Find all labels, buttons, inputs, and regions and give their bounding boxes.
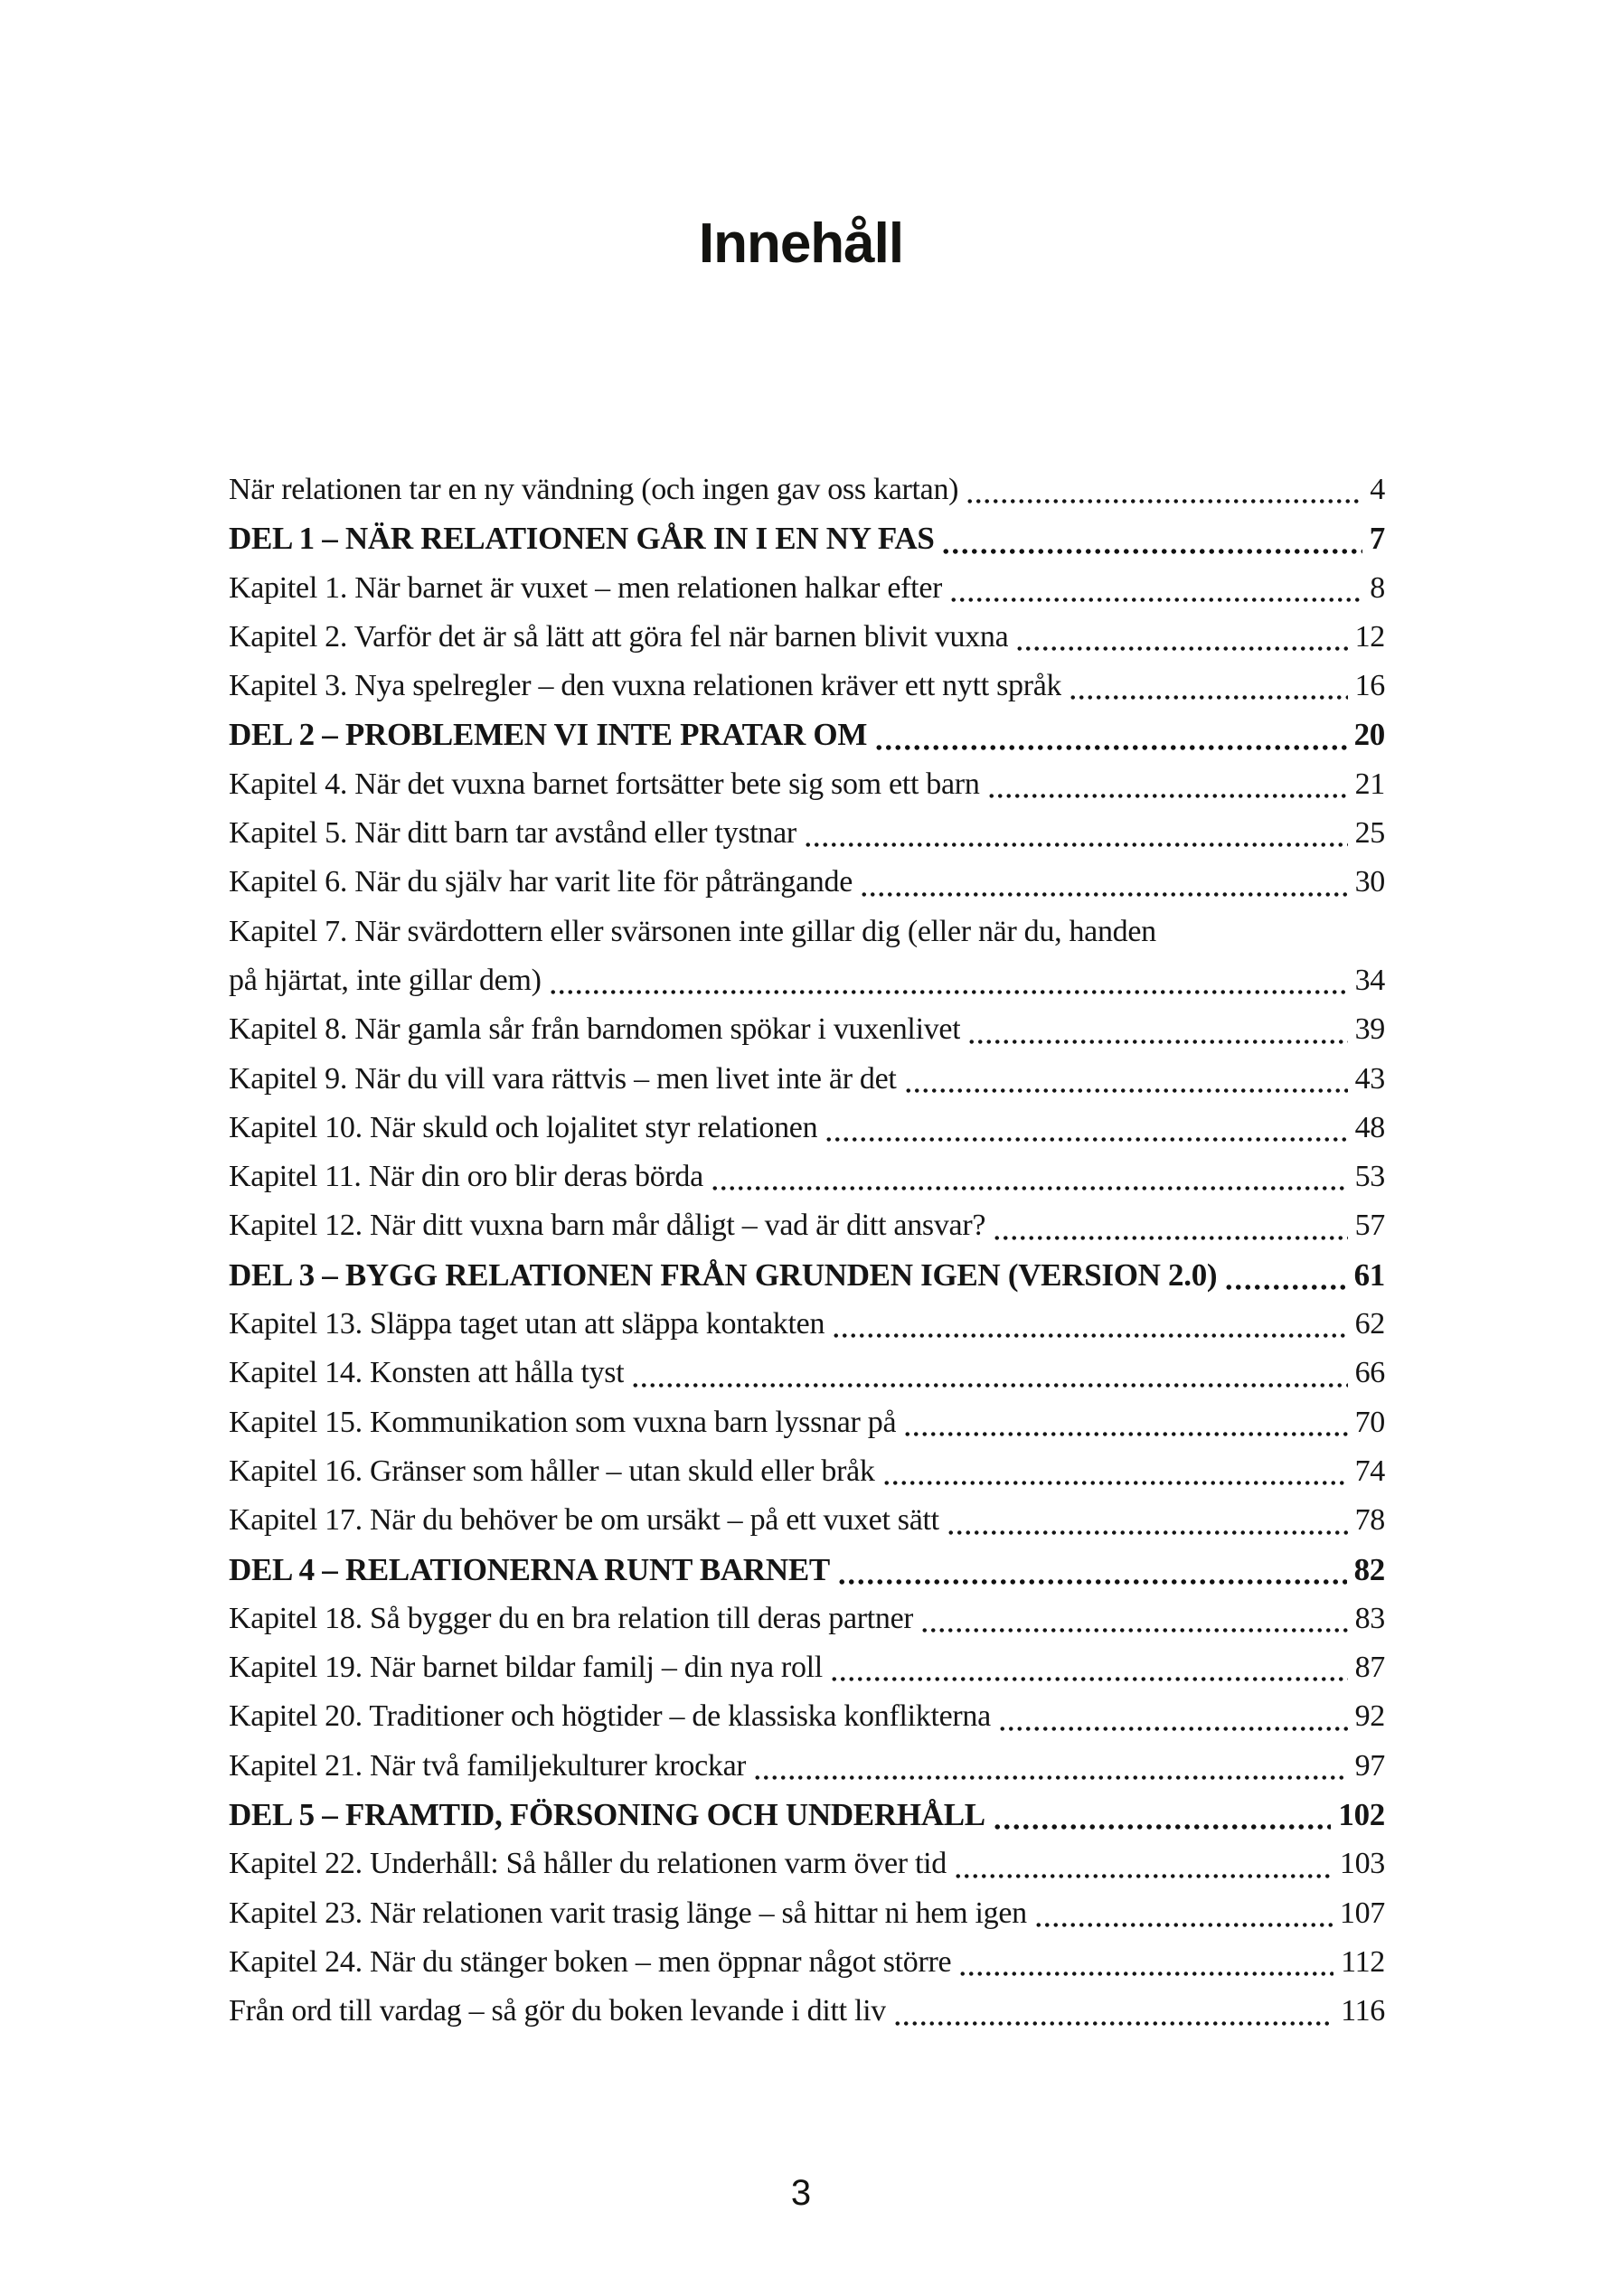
- toc-entry-page-number: 82: [1353, 1551, 1385, 1587]
- toc-entry-page-number: 116: [1341, 1994, 1385, 2028]
- toc-entry-title: Kapitel 12. När ditt vuxna barn mår dåligt – vad är ditt ansvar?: [229, 1209, 986, 1243]
- toc-entry: [229, 1938, 1385, 1987]
- toc-entry-title: Kapitel 1. När barnet är vuxet – men relationen halkar efter: [229, 570, 943, 605]
- toc-entry-page-number: 87: [1354, 1651, 1385, 1685]
- toc-entry: [229, 1643, 1385, 1692]
- dot-leader: [804, 842, 1348, 847]
- toc-entry-page-number: 74: [1354, 1454, 1385, 1488]
- toc-entry-title: Kapitel 17. När du behöver be om ursäkt – på ett vuxet sätt: [229, 1503, 939, 1538]
- toc-entry-page-number: 107: [1339, 1896, 1385, 1930]
- toc-entry: [229, 1398, 1385, 1447]
- toc-entry: [229, 1251, 1385, 1300]
- toc-entry: [229, 908, 1385, 956]
- toc-entry-title: Från ord till vardag – så gör du boken levande i ditt liv: [229, 1994, 886, 2028]
- toc-entry: [229, 1447, 1385, 1496]
- toc-entry: [229, 1742, 1385, 1791]
- dot-leader: [954, 1874, 1333, 1878]
- toc-entry-title: Kapitel 15. Kommunikation som vuxna barn lyssnar på: [229, 1405, 897, 1439]
- toc-entry: [229, 710, 1385, 759]
- toc-entry-title: Kapitel 10. När skuld och lojalitet styr relationen: [229, 1110, 818, 1144]
- dot-leader: [993, 1236, 1347, 1240]
- toc-entry: [229, 1055, 1385, 1104]
- toc-entry-title: Kapitel 24. När du stänger boken – men öppnar något större: [229, 1944, 952, 1979]
- dot-leader: [958, 1971, 1333, 1976]
- toc-entry-title: DEL 4 – RELATIONERNA RUNT BARNET: [229, 1551, 830, 1587]
- dot-leader: [837, 1579, 1347, 1585]
- toc-entry-title: Kapitel 13. Släppa taget utan att släppa kontakten: [229, 1307, 825, 1341]
- toc-entry-title: Kapitel 18. Så bygger du en bra relation till deras partner: [229, 1601, 914, 1635]
- toc-entry-page-number: 78: [1354, 1503, 1385, 1538]
- toc-entry-title: Kapitel 8. När gamla sår från barndomen spökar i vuxenlivet: [229, 1012, 961, 1047]
- toc-entry: [229, 1546, 1385, 1595]
- toc-entry: [229, 1300, 1385, 1349]
- toc-entry-page-number: 20: [1353, 717, 1385, 753]
- toc-entry-title: Kapitel 9. När du vill vara rättvis – men livet inte är det: [229, 1061, 897, 1096]
- toc-entry-title: Kapitel 21. När två familjekulturer krockar: [229, 1748, 747, 1783]
- toc-entry-page-number: 61: [1353, 1256, 1385, 1293]
- toc-entry-title: Kapitel 5. När ditt barn tar avstånd eller tystnar: [229, 816, 796, 851]
- dot-leader: [987, 794, 1348, 798]
- toc-entry-title: När relationen tar en ny vändning (och ingen gav oss kartan): [229, 473, 959, 506]
- dot-leader: [711, 1186, 1348, 1190]
- toc-entry: [229, 760, 1385, 809]
- dot-leader: [631, 1383, 1347, 1388]
- toc-entry-page-number: 30: [1354, 865, 1385, 899]
- dot-leader: [1224, 1284, 1346, 1290]
- toc-entry-title: Kapitel 3. Nya spelregler – den vuxna relationen kräver ett nytt språk: [229, 669, 1062, 703]
- toc-entry-title: Kapitel 20. Traditioner och högtider – de klassiska konflikterna: [229, 1699, 991, 1734]
- toc-entry-page-number: 34: [1354, 963, 1385, 997]
- toc-entry-page-number: 83: [1354, 1601, 1385, 1635]
- dot-leader: [893, 2021, 1333, 2026]
- toc-entry: [229, 1595, 1385, 1643]
- dot-leader: [967, 1040, 1347, 1044]
- toc-entry-title: Kapitel 4. När det vuxna barnet fortsätter bete sig som ett barn: [229, 767, 980, 801]
- toc-entry: [229, 858, 1385, 907]
- toc-entry-page-number: 53: [1354, 1160, 1385, 1194]
- dot-leader: [1015, 646, 1347, 651]
- toc-entry-page-number: 16: [1354, 669, 1385, 703]
- toc-entry-page-number: 43: [1354, 1061, 1385, 1096]
- toc-entry-page-number: 48: [1354, 1110, 1385, 1144]
- toc-entry: [229, 1840, 1385, 1888]
- toc-entry-title: DEL 1 – NÄR RELATIONEN GÅR IN I EN NY FAS: [229, 521, 935, 557]
- dot-leader: [947, 1530, 1348, 1535]
- toc-entry-page-number: 102: [1338, 1797, 1385, 1833]
- toc-entry-page-number: 62: [1354, 1307, 1385, 1341]
- dot-leader: [825, 1137, 1347, 1142]
- toc-entry-title: Kapitel 7. När svärdottern eller svärsonen inte gillar dig (eller när du, handen: [229, 914, 1156, 948]
- toc-entry: [229, 662, 1385, 710]
- dot-leader: [832, 1333, 1347, 1338]
- dot-leader: [903, 1432, 1347, 1436]
- page-title: Innehåll: [698, 212, 904, 275]
- toc-entry-page-number: 8: [1370, 570, 1385, 605]
- toc-entry: [229, 564, 1385, 613]
- toc-entry-page-number: 25: [1354, 816, 1385, 851]
- toc-entry: [229, 956, 1385, 1005]
- toc-entry: [229, 809, 1385, 858]
- dot-leader: [882, 1481, 1348, 1485]
- toc-entry-page-number: 12: [1354, 619, 1385, 654]
- toc-entry-title: Kapitel 16. Gränser som håller – utan skuld eller bråk: [229, 1454, 875, 1488]
- dot-leader: [941, 549, 1362, 554]
- toc-entry-page-number: 112: [1341, 1944, 1385, 1979]
- toc-entry-title: DEL 2 – PROBLEMEN VI INTE PRATAR OM: [229, 717, 868, 753]
- toc-entry: [229, 1791, 1385, 1840]
- toc-entry: [229, 1349, 1385, 1397]
- dot-leader: [874, 745, 1346, 750]
- dot-leader: [860, 892, 1348, 897]
- toc-entry-title: på hjärtat, inte gillar dem): [229, 963, 542, 997]
- dot-leader: [920, 1628, 1347, 1633]
- toc-entry-page-number: 57: [1354, 1209, 1385, 1243]
- toc-entry-title: Kapitel 6. När du själv har varit lite för påträngande: [229, 865, 853, 899]
- toc-entry-page-number: 70: [1354, 1405, 1385, 1439]
- toc-entry-title: Kapitel 22. Underhåll: Så håller du relationen varm över tid: [229, 1847, 947, 1881]
- toc-entry-title: Kapitel 14. Konsten att hålla tyst: [229, 1356, 625, 1390]
- toc-entry-page-number: 103: [1339, 1847, 1385, 1881]
- toc-entry: [229, 613, 1385, 662]
- toc-entry: [229, 1692, 1385, 1741]
- toc-entry-title: Kapitel 2. Varför det är så lätt att göra fel när barnen blivit vuxna: [229, 619, 1009, 654]
- dot-leader: [830, 1677, 1348, 1681]
- dot-leader: [904, 1088, 1348, 1093]
- dot-leader: [753, 1775, 1347, 1780]
- toc-entry: [229, 1987, 1385, 2036]
- dot-leader: [549, 990, 1348, 994]
- toc-list: [229, 466, 1385, 2037]
- dot-leader: [1069, 695, 1347, 700]
- toc-entry: [229, 1005, 1385, 1054]
- toc-entry: [229, 1201, 1385, 1250]
- toc-entry-title: Kapitel 23. När relationen varit trasig länge – så hittar ni hem igen: [229, 1896, 1027, 1930]
- toc-entry-title: DEL 5 – FRAMTID, FÖRSONING OCH UNDERHÅLL: [229, 1797, 985, 1833]
- toc-entry-page-number: 21: [1354, 767, 1385, 801]
- toc-entry-page-number: 39: [1354, 1012, 1385, 1047]
- toc-entry: [229, 466, 1385, 514]
- toc-entry-title: DEL 3 – BYGG RELATIONEN FRÅN GRUNDEN IGEN (VERSION 2.0): [229, 1256, 1218, 1293]
- toc-entry: [229, 514, 1385, 563]
- toc-entry-page-number: 66: [1354, 1356, 1385, 1390]
- toc-entry-title: Kapitel 11. När din oro blir deras börda: [229, 1160, 703, 1194]
- toc-entry-page-number: 97: [1354, 1748, 1385, 1783]
- dot-leader: [993, 1824, 1332, 1830]
- dot-leader: [1034, 1923, 1333, 1927]
- toc-entry-title: Kapitel 19. När barnet bildar familj – din nya roll: [229, 1651, 823, 1685]
- toc-entry-page-number: 7: [1369, 521, 1385, 557]
- toc-entry-page-number: 92: [1354, 1699, 1385, 1734]
- dot-leader: [966, 499, 1362, 503]
- toc-entry: [229, 1153, 1385, 1201]
- toc-entry: [229, 1104, 1385, 1153]
- footer-page-number: 3: [790, 2173, 812, 2213]
- toc-entry: [229, 1889, 1385, 1938]
- toc-entry: [229, 1496, 1385, 1545]
- dot-leader: [949, 598, 1362, 602]
- dot-leader: [998, 1727, 1348, 1731]
- toc-entry-page-number: 4: [1370, 473, 1385, 506]
